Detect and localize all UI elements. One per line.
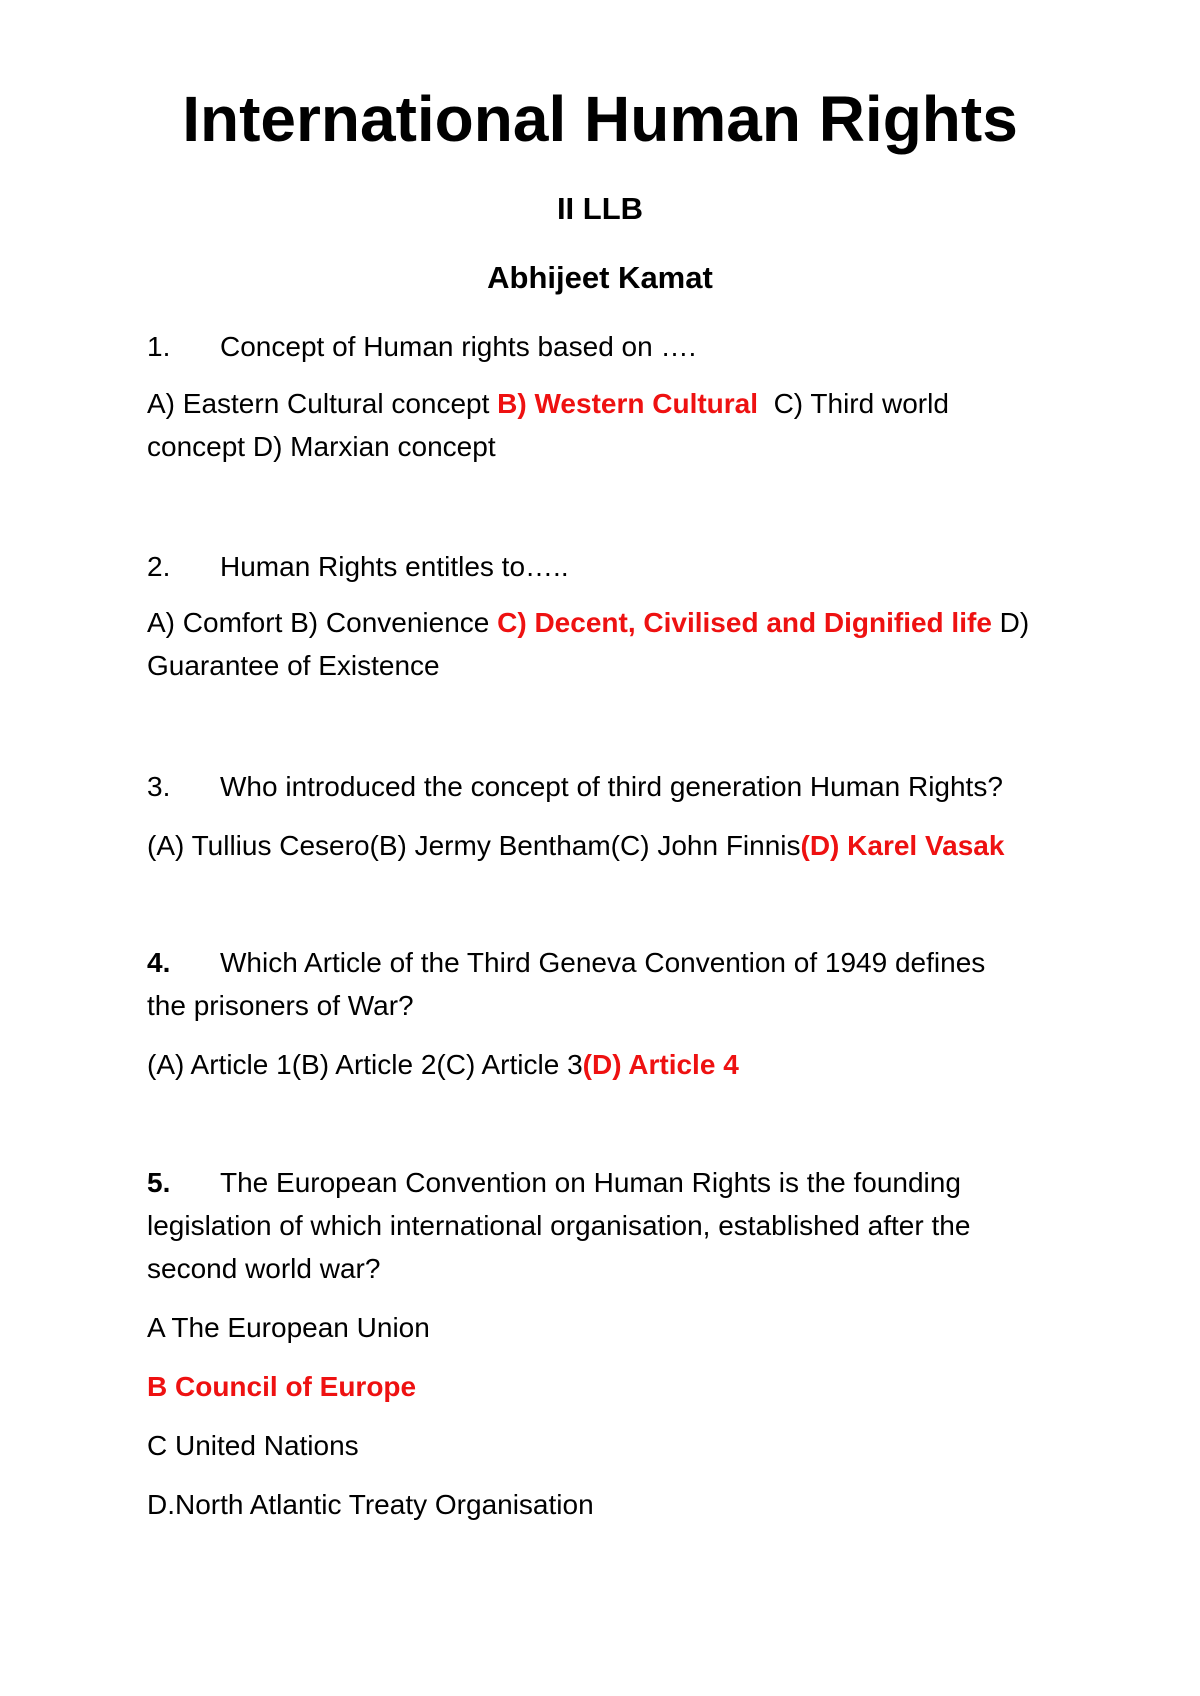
correct-answer: C) Decent, Civilised and Dignified life bbox=[497, 607, 992, 638]
question-text: Who introduced the concept of third generation Human Rights? bbox=[220, 771, 1003, 802]
course-label: II LLB bbox=[556, 191, 644, 226]
question-2 bbox=[147, 545, 1067, 588]
question-number: 1. bbox=[147, 331, 171, 362]
question-4 bbox=[147, 941, 1067, 984]
question-number: 2. bbox=[147, 551, 171, 582]
option-d: D.North Atlantic Treaty Organisation bbox=[147, 1489, 594, 1520]
question-text: Concept of Human rights based on …. bbox=[220, 331, 697, 362]
option-c: C United Nations bbox=[147, 1430, 359, 1461]
question-5-text-cont: legislation of which international organisation, established after the bbox=[147, 1210, 971, 1241]
question-number: 5. bbox=[147, 1167, 171, 1198]
correct-answer: B) Western Cultural bbox=[497, 388, 759, 419]
option-a: A The European Union bbox=[147, 1312, 430, 1343]
option-text: (A) Article 1(B) Article 2(C) Article 3 bbox=[147, 1049, 583, 1080]
question-text: Human Rights entitles to….. bbox=[220, 551, 569, 582]
question-3-options bbox=[147, 824, 1067, 867]
author-name: Abhijeet Kamat bbox=[487, 260, 713, 295]
question-2-options-cont: Guarantee of Existence bbox=[147, 650, 440, 681]
question-3 bbox=[147, 765, 1067, 808]
question-5-text-cont: second world war? bbox=[147, 1253, 381, 1284]
question-text: The European Convention on Human Rights is the founding bbox=[220, 1167, 961, 1198]
question-2-options bbox=[147, 601, 1067, 644]
option-text: D) bbox=[991, 607, 1030, 638]
option-text: A) Eastern Cultural concept bbox=[147, 388, 498, 419]
question-1-options bbox=[147, 382, 1067, 425]
correct-answer: B Council of Europe bbox=[147, 1371, 417, 1402]
option-text: A) Comfort B) Convenience bbox=[147, 607, 498, 638]
question-number: 3. bbox=[147, 771, 171, 802]
correct-answer: (D) Article 4 bbox=[582, 1049, 739, 1080]
question-1 bbox=[147, 325, 1067, 368]
correct-answer: (D) Karel Vasak bbox=[800, 830, 1005, 861]
question-4-text-cont: the prisoners of War? bbox=[147, 990, 414, 1021]
question-4-options bbox=[147, 1043, 1067, 1086]
option-text: C) Third world bbox=[758, 388, 949, 419]
document-title: International Human Rights bbox=[182, 83, 1018, 155]
question-1-options-cont: concept D) Marxian concept bbox=[147, 431, 496, 462]
question-5 bbox=[147, 1161, 1067, 1204]
question-text: Which Article of the Third Geneva Convention of 1949 defines bbox=[220, 947, 986, 978]
question-number: 4. bbox=[147, 947, 171, 978]
option-text: (A) Tullius Cesero(B) Jermy Bentham(C) John Finnis bbox=[147, 830, 801, 861]
